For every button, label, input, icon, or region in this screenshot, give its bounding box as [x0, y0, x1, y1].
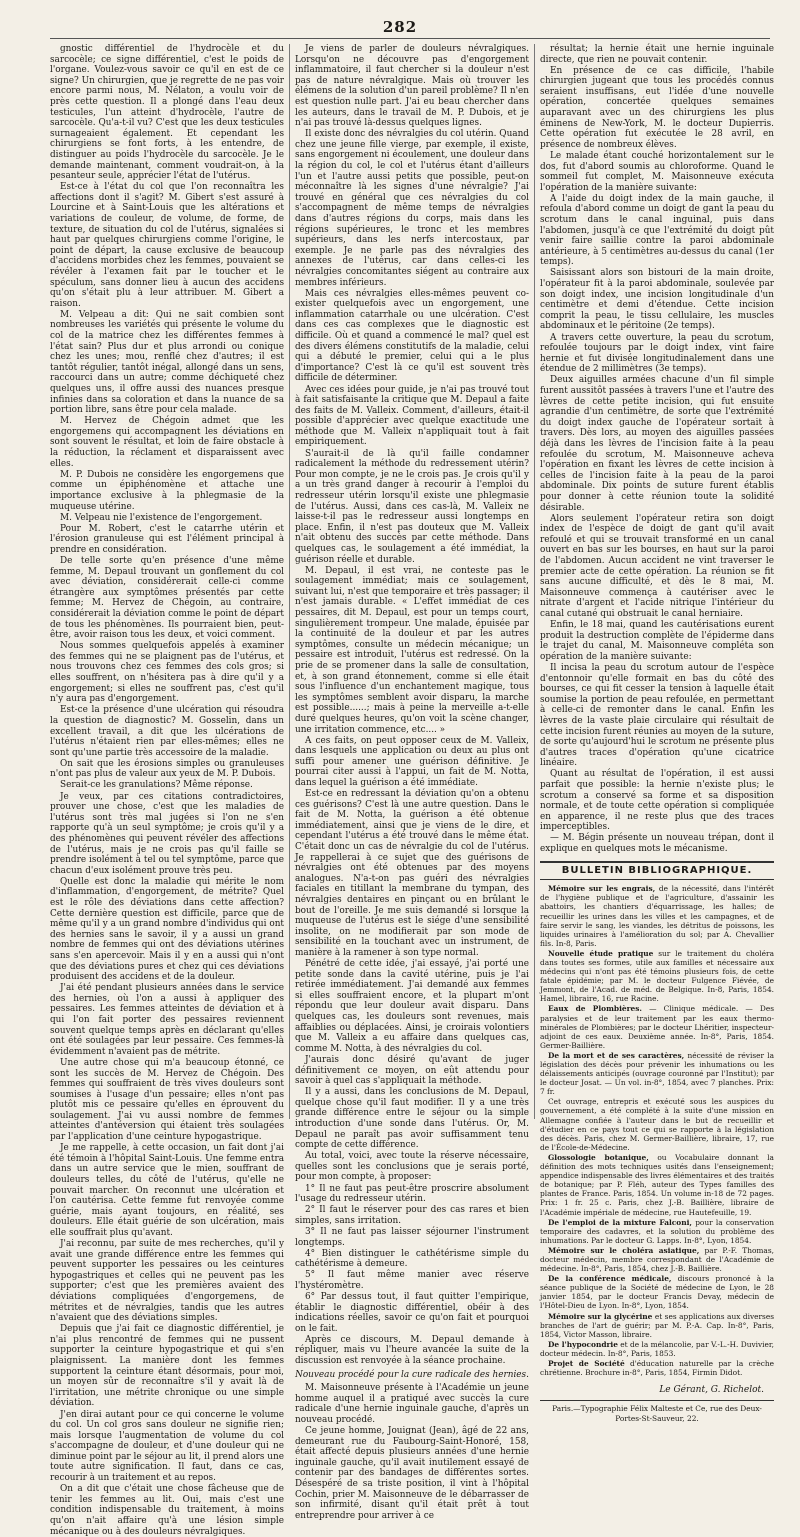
paragraph: gnostic différentiel de l'hydrocèle et du sarcocèle; ce signe différentiel, c'est le poids de l'organe. Voulez-vous savoir ce qu'il en est de ce signe? Un chirurgien, que je regrette de ne pas voir encore parmi nous, M. Nélaton, a voulu voir de près cette question. Il a plongé dans l'eau deux testicules, l'un atteint d'hydrocèle, l'autre de sarcocèle. Qu'a-t-il vu? C'est que les deux testicules surnageaient également. Et cependant les chirurgiens se font forts, à les entendre, de distinguer au poids l'hydrocèle du sarcocèle. Je le demande maintenant, comment voudrait-on, à la pesanteur seule, apprécier l'état de l'utérus. [50, 44, 284, 182]
paragraph: S'aurait-il de là qu'il faille condamner radicalement la méthode du redressement utérin? Pour mon compte, je ne le crois pas. Je crois qu'il y a un très grand danger à recourir à l'emploi du redresseur utérin lorsqu'il existe une phlegmasie de l'utérus. Aussi, dans ces cas-là, M. Valleix ne laisse-t-il pas le redresseur aussi longtemps en place. Enfin, il n'est pas douteux que M. Valleix n'ait obtenu des succès par cette méthode. Dans quelques cas, le soulagement a été immédiat, la guérison réelle et durable. [295, 448, 529, 565]
paragraph: De telle sorte qu'en présence d'une même femme, M. Depaul trouvant un gonflement du col avec déviation, considérerait celle-ci comme étrangère aux symptômes présentés par cette femme; M. Hervez de Chégoin, au contraire, considérerait la déviation comme le point de départ de tous les phénomènes. Ils pourraient bien, peut-être, avoir raison tous les deux, et voici comment. [50, 556, 284, 641]
column-middle [295, 44, 529, 1521]
column-middle-continued [295, 1383, 529, 1521]
bibliography-entry [540, 1051, 774, 1096]
paragraph: 2° Il faut le réserver pour des cas rares et bien simples, sans irritation. [295, 1205, 529, 1226]
bibliography-entry [540, 1312, 774, 1339]
paragraph: Est-ce à l'état du col que l'on reconnaîtra les affections dont il s'agit? M. Gibert s'est assuré à Lourcine et à Saint-Louis que les altérations et variations de couleur, de volume, de forme, de texture, de situation du col de l'utérus, signalées si haut par quelques chirurgiens comme l'origine, le point de départ, la cause exclusive de beaucoup d'accidens morbides chez les femmes, pouvaient se révéler à l'examen fait par le toucher et le spéculum, sans donner lieu à aucun des accidens qu'on s'était plu à leur attribuer. M. Gibert a raison. [50, 182, 284, 309]
bibliography-entry-title: Nouvelle étude pratique [548, 948, 654, 958]
signature: Le Gérant, G. Richelot. [659, 1385, 764, 1396]
bibliography-entry [540, 1004, 774, 1049]
bibliography-entry [540, 949, 774, 1004]
paragraph: 6° Par dessus tout, il faut quitter l'empirique, établir le diagnostic différentiel, obéir à des indications réelles, savoir ce qu'on fait et pourquoi on le fait. [295, 1291, 529, 1334]
bibliography-entry-text: ou Vocabulaire donnant la définition des mots techniques usités dans l'enseignement; appendice indispensable des livres élémentaires et des traités de botanique; par P. Fléh, auteur des Types familles des plantes de France. Paris, 1854. Un volume in-18 de 72 pages. Prix: 1 fr. 25 c. Paris, chez J.-B. Baillière, libraire de l'Académie impériale de médecine, rue Hautefeuille, 19. [540, 1152, 774, 1217]
paragraph: Une autre chose qui m'a beaucoup étonné, ce sont les succès de M. Hervez de Chégoin. Des femmes qui souffraient de très vives douleurs sont soumises à l'usage d'un pessaire; elles n'ont pas plutôt mis ce pessaire qu'elles en éprouvent du soulagement. J'ai vu aussi nombre de femmes atteintes d'antéversion qui étaient très soulagées par l'application d'une ceinture hypogastrique. [50, 1057, 284, 1143]
paragraph: Deux aiguilles armées chacune d'un fil simple furent aussitôt passées à travers l'une et l'autre des lèvres de cette petite incision, qui fut ensuite agrandie d'un centimètre, de sorte que l'extrémité du doigt index gauche de l'opérateur sortait à travers. Dès lors, au moyen des aiguilles passées déjà dans les lèvres de l'incision faite à la peau refoulée du scrotum, M. Maisonneuve acheva l'opération en fixant les lèvres de cette incision à celles de l'incision faite à la peau de la paroi abdominale. Dix points de suture furent établis pour donner à cette réunion toute la solidité désirable. [540, 375, 774, 513]
paragraph: Pénétré de cette idée, j'ai essayé, j'ai porté une petite sonde dans la cavité utérine, puis je l'ai retirée immédiatement. J'ai demandé aux femmes si elles souffraient encore, et la plupart m'ont répondu que leur douleur avait disparu. Dans quelques cas, les douleurs sont revenues, mais affaiblies ou déplacées. Ainsi, je croirais volontiers que M. Valleix a eu affaire dans quelques cas, comme M. Notta, à des névralgies du col. [295, 959, 529, 1054]
paragraph: On a dit que c'était une chose fâcheuse que de tenir les femmes au lit. Oui, mais c'est une condition indispensable du traitement, à moins qu'on n'ait affaire qu'à une lésion simple mécanique ou à des douleurs névralgiques. [50, 1484, 284, 1537]
paragraph: Enfin, le 18 mai, quand les cautérisations eurent produit la destruction complète de l'épiderme dans le trajet du canal, M. Maisonneuve compléta son opération de la manière suivante: [540, 620, 774, 662]
paragraph: A l'aide du doigt index de la main gauche, il refoula d'abord comme un doigt de gant la peau du scrotum dans le canal inguinal, puis dans l'abdomen, jusqu'à ce que l'extrémité du doigt pût venir faire saillie contre la paroi abdominale antérieure, à 5 centimètres au-dessus du canal (1er temps). [540, 193, 774, 268]
bibliography-entry-text: et de la mélancolie, par V.-L.-H. Duvivier, docteur médecin. In-8°, Paris, 1853. [540, 1339, 774, 1358]
bibliography-entry [540, 1359, 774, 1377]
paragraph: M. Maisonneuve présente à l'Académie un jeune homme auquel il a pratiqué avec succès la cure radicale d'une hernie inguinale gauche, d'après un nouveau procédé. [295, 1383, 529, 1425]
paragraph: J'en dirai autant pour ce qui concerne le volume du col. Un col gros sans douleur ne signifie rien; mais lorsque l'augmentation de volume du col s'accompagne de douleur, et d'une douleur qui ne diminue point par le séjour au lit, il prend alors une toute autre signification. Il faut, dans ce cas, recourir à un traitement et au repos. [50, 1409, 284, 1484]
paragraph: Je veux, par ces citations contradictoires, prouver une chose, c'est que les maladies de l'utérus sont très mal jugées si l'on ne s'en rapporte qu'à un seul symptôme; je crois qu'il y a des phénomènes qui peuvent révéler des affections de l'utérus, mais je ne crois pas qu'il faille se prendre isolément à tel ou tel symptôme, parce que chacun d'eux isolément prouve très peu. [50, 791, 284, 876]
paragraph: M. P. Dubois ne considère les engorgemens que comme un épiphénomène et attache une importance exclusive à la phlegmasie de la muqueuse utérine. [50, 469, 284, 512]
paragraph: 4° Bien distinguer le cathétérisme simple du cathétérisme à demeure. [295, 1248, 529, 1270]
paragraph: Est-ce la présence d'une ulcération qui résoudra la question de diagnostic? M. Gosselin, dans un excellent travail, a dit que les ulcérations de l'utérus n'étaient rien par elles-mêmes; elles ne sont qu'une partie très accessoire de la maladie. [50, 705, 284, 758]
bibliography-list [540, 884, 774, 1377]
paragraph: Depuis que j'ai fait ce diagnostic différentiel, je n'ai plus rencontré de femmes qui ne pussent supporter la ceinture hypogastrique et qui s'en plaignissent. La manière dont les femmes supportent la ceinture étant désormais, pour moi, un moyen sûr de reconnaître s'il y avait là de l'irritation, une métrite chronique ou une simple déviation. [50, 1324, 284, 1409]
bibliography-entry-text: de la nécessité, dans l'intérêt de l'hygiène publique et de l'agriculture, d'assainir les abattoirs, les chantiers d'équarrissage, les halles; de recueillir les urines dans les villes et les campagnes, et de faire servir le sang, les viandes, les détritus de poissons, les liquides urinaires à l'amélioration du sol; par A. Chevallier fils. In-8, Paris. [540, 884, 774, 948]
column-right-body [540, 44, 774, 855]
column-right [540, 44, 775, 1424]
bibliography-entry-title: Mémoire sur les engrais, [548, 884, 656, 894]
paragraph: M. Hervez de Chégoin admet que les engorgemens qui accompagnent les déviations en sont souvent le résultat, et loin de faire obstacle à la réduction, la réclament et disparaissent avec elles. [50, 416, 284, 469]
bibliography-entry [540, 1340, 774, 1358]
bibliography-entry-text: d'éducation naturelle par la crèche chrétienne. Brochure in-8°, Paris, 1854, Firmin Didot. [540, 1359, 774, 1378]
paragraph: Saisissant alors son bistouri de la main droite, l'opérateur fit à la paroi abdominale, soulevée par son doigt index, une incision longitudinale d'un centimètre et demi d'étendue. Cette incision comprit la peau, le tissu cellulaire, les muscles abdominaux et le péritoine (2e temps). [540, 268, 774, 332]
bibliography-entry-text: sur le traitement du choléra dans toutes ses formes, utile aux familles et nécessaire aux médecins qui n'ont pas été témoins plusieurs fois, de cette fatale épidémie; par M. le docteur Fulgence Fiévée, de Jemmont, de l'Acad. de méd. de Belgique. In-8, Paris, 1854. Hamel, libraire, 16, rue Racine. [540, 948, 774, 1004]
column-middle-body [295, 44, 529, 1367]
bibliography-entry-text: nécessité de réviser la législation des décès pour prévenir les inhumations ou les délaissements anticipés (ouvrage couronné par l'Institut); par le docteur Josat. — Un vol. in-8°, 1854, avec 7 planches. Prix: 7 fr. [540, 1050, 774, 1097]
paragraph: Serait-ce les granulations? Même réponse. [60, 780, 253, 791]
paragraph: Il incisa la peau du scrotum autour de l'espèce d'entonnoir qu'elle formait en bas du côté des bourses, ce qui fit cesser la tension à laquelle était soumise la portion de peau refoulée, en permettant à celle-ci de remonter dans le canal. Enfin les lèvres de la vaste plaie circulaire qui résultait de cette incision furent réunies au moyen de la suture, de sorte qu'aujourd'hui le scrotum ne présente plus d'autres traces d'opération qu'une cicatrice linéaire. [540, 662, 774, 769]
header-rule [50, 38, 770, 39]
paragraph: 3° Il ne faut pas laisser séjourner l'instrument longtemps. [295, 1226, 529, 1248]
paragraph: M. Velpeau nie l'existence de l'engorgement. [60, 512, 263, 523]
paragraph: Nous sommes quelquefois appelés à examiner des femmes qui ne se plaignent pas de l'utérus, et nous trouvons chez ces femmes des cols gros; si elles souffrent, on n'hésitera pas à dire qu'il y a engorgement; si elles ne souffrent pas, c'est qu'il n'y aura pas d'engorgement. [50, 641, 284, 705]
paragraph: Alors seulement l'opérateur retira son doigt index de l'espèce de doigt de gant qu'il avait refoulé et qui se trouvait transformé en un canal ouvert en bas sur les bourses, en haut sur la paroi de l'abdomen. Aucun accident ne vint traverser le premier acte de cette opération. La réunion se fit sans aucune difficulté, et dès le 8 mai, M. Maisonneuve commença à cautériser avec le nitrate d'argent et l'acide nitrique l'intérieur du canal cutané qui obstruait le canal herniaire. [540, 513, 774, 619]
bulletin-header: BULLETIN BIBLIOGRAPHIQUE. [540, 861, 774, 881]
paragraph: Quelle est donc la maladie qui mérite le nom d'inflammation, d'engorgement, de métrite? Quel est le rôle des déviations dans cette affection? Cette dernière question est difficile, parce que de même qu'il y a un grand nombre d'individus qui ont des hernies sans le savoir, il y a aussi un grand nombre de femmes qui ont des déviations utérines sans s'en apercevoir. Mais il y en a aussi qui n'ont que des déviations pures et chez qui ces déviations produisent des accidens et de la douleur. [50, 876, 284, 983]
bibliography-entry [540, 1218, 774, 1245]
paragraph: En présence de ce cas difficile, l'habile chirurgien jugeant que tous les procédés connus seraient insuffisans, eut l'idée d'une nouvelle opération, concertée quelques semaines auparavant avec un des chirurgiens les plus éminens de New-York, M. le docteur Dupierris. Cette opération fut exécutée le 28 avril, en présence de nombreux élèves. [540, 65, 774, 150]
bibliography-entry-text: Cet ouvrage, entrepris et exécuté sous les auspices du gouvernement, a été complété à la suite d'une mission en Allemagne confiée à l'auteur dans le but de recueillir et d'étudier en ce pays tout ce qui se rapporte à la législation des décès. Paris, chez M. Germer-Baillière, libraire, 17, rue de l'École-de-Médecine. [540, 1097, 774, 1152]
paragraph: Quant au résultat de l'opération, il est aussi parfait que possible: la hernie n'existe plus; le scrotum a conservé sa forme et sa disposition normale, et de toute cette opération si compliquée en apparence, il ne reste plus que des traces imperceptibles. [540, 769, 774, 833]
page-number: 282 [382, 18, 418, 36]
article-columns [50, 44, 775, 1537]
paragraph: Pour M. Robert, c'est le catarrhe utérin et l'érosion granuleuse qui est l'élément principal à prendre en considération. [50, 523, 284, 555]
bibliography-entry-title: Eaux de Plombières. [548, 1004, 642, 1014]
bibliography-entry-text: et ses applications aux diverses branches de l'art de guérir; par M. P.-A. Cap. In-8°, Paris, 1854, Victor Masson, libraire. [540, 1311, 774, 1339]
paragraph: Il y a aussi, dans les conclusions de M. Depaul, quelque chose qu'il faut modifier. Il y a une très grande différence entre le séjour ou la simple introduction d'une sonde dans l'utérus. Or, M. Depaul ne paraît pas avoir suffisamment tenu compte de cette différence. [295, 1087, 529, 1151]
paragraph: Ce jeune homme, Jouignat (Jean), âgé de 22 ans, demeurant rue du Faubourg-Saint-Honoré, 158, était affecté depuis plusieurs années d'une hernie inguinale gauche, qu'il avait inutilement essayé de contenir par des bandages de différentes sortes. Désespéré de sa triste position, il vint à l'hôpital Cochin, prier M. Maisonneuve de le débarrasser de son infirmité, disant qu'il était prêt à tout entreprendre pour arriver à ce [295, 1426, 529, 1521]
paragraph: J'aurais donc désiré qu'avant de juger définitivement ce moyen, on eût attendu pour savoir à quel cas s'appliquait la méthode. [295, 1054, 529, 1087]
paragraph: Je viens de parler de douleurs névralgiques. Lorsqu'on ne découvre pas d'engorgement inflammatoire, il faut chercher si la douleur n'est pas de nature névralgique. Mais où trouver les élémens de la solution d'un pareil problème? Il n'en est question nulle part. J'ai eu beau chercher dans les auteurs, dans le travail de M. P. Dubois, et je n'ai pas trouvé là-dessus quelques lignes. [295, 44, 529, 129]
paragraph: Mais ces névralgies elles-mêmes peuvent co-exister quelquefois avec un engorgement, une inflammation catarrhale ou une ulcération. C'est dans ces cas complexes que le diagnostic est difficile. Où et quand a commencé le mal? quel est des divers élémens constitutifs de la maladie, celui qui a débuté le premier, celui qui a le plus d'importance? C'est là ce qu'il est souvent très difficile de déterminer. [295, 288, 529, 384]
column-left [50, 44, 284, 1537]
bibliography-entry [540, 884, 774, 948]
bibliography-entry-text: pour la conservation temporaire des cadavres, et la solution du problème des inhumations. Par le docteur G. Lapps. In-8°, Lyon, 1854. [540, 1217, 774, 1245]
paragraph: résultat; la hernie était une hernie inguinale directe, que rien ne pouvait contenir. [540, 44, 774, 65]
paragraph: M. Velpeau a dit: Qui ne sait combien sont nombreuses les variétés qui présente le volume du col de la matrice chez les différentes femmes à l'état sain? Plus dur et plus arrondi ou conique chez les unes; mou, renflé chez d'autres; il est tantôt régulier, tantôt inégal, allongé dans un sens, raccourci dans un autre; comme déchiqueté chez quelques uns, il offre aussi des nuances presque infinies dans sa coloration et dans la nuance de sa portion libre, sans être pour cela malade. [50, 309, 284, 416]
paragraph: 5° Il faut même manier avec réserve l'hystéromètre. [295, 1270, 529, 1291]
bibliography-entry [540, 1097, 774, 1152]
paragraph: Au total, voici, avec toute la réserve nécessaire, quelles sont les conclusions que je serais porté, pour mon compte, à proposer: [295, 1151, 529, 1183]
bibliography-entry [540, 1246, 774, 1273]
bibliography-entry-title: De l'hypocondrie [548, 1339, 618, 1349]
bibliography-entry [540, 1153, 774, 1217]
paragraph: — M. Bégin présente un nouveau trépan, dont il explique en quelques mots le mécanisme. [540, 833, 774, 855]
paragraph: Après ce discours, M. Depaul demande à répliquer, mais vu l'heure avancée la suite de la discussion est renvoyée à la séance prochaine. [295, 1334, 529, 1367]
paragraph: J'ai reconnu, par suite de mes recherches, qu'il y avait une grande différence entre les femmes qui peuvent supporter les pessaires ou les ceintures hypogastriques et celles qui ne peuvent pas les supporter; c'est que les premières avaient des déviations compliquées d'engorgemens, de métrites et de névralgies, tandis que les autres n'avaient que des déviations simples. [50, 1239, 284, 1324]
paragraph: Est-ce en redressant la déviation qu'on a obtenu ces guérisons? C'est là une autre question. Dans le fait de M. Notta, la guérison a été obtenue immédiatement, ainsi que je viens de le dire, et cependant l'utérus a été trouvé dans le même état. C'était donc un cas de névralgie du col de l'utérus. Je rappellerai à ce sujet que des guérisons de névralgies ont été obtenues par des moyens analogues. N'a-t-on pas guéri des névralgies faciales en titillant la membrane du tympan, des névralgies dentaires en pinçant ou en brûlant le bout de l'oreille. Je me suis demandé si lorsque la muqueuse de l'utérus est le siége d'une sensibilité insolite, on ne modifierait par son mode de sensibilité en la touchant avec un instrument, de manière à la ramener à son type normal. [295, 789, 529, 958]
paragraph: Il existe donc des névralgies du col utérin. Quand chez une jeune fille vierge, par exemple, il existe, sans engorgement ni écoulement, une douleur dans la région du col, le col et l'utérus étant d'ailleurs l'un et l'autre aussi petits que possible, peut-on méconnaître là les signes d'une névralgie? J'ai trouvé en général que ces névralgies du col s'accompagnent de même temps de névralgies dans d'autres régions du corps, mais dans les régions supérieures, le tronc et les membres supérieurs, dans les nerfs intercostaux, par exemple. Je ne parle pas des névralgies des annexes de l'utérus, car dans celles-ci les névralgies concomitantes siégent au contraire aux membres inférieurs. [295, 129, 529, 288]
bibliography-entry-title: Mémoire sur la glycérine [548, 1311, 653, 1321]
paragraph: A ces faits, on peut opposer ceux de M. Valleix, dans lesquels une application ou deux au plus ont suffi pour amener une guérison définitive. Je pourrai citer aussi à l'appui, un fait de M. Notta, dans lequel la guérison a été immédiate. [295, 735, 529, 788]
paragraph: J'ai été pendant plusieurs années dans le service des hernies, où l'on a aussi à appliquer des pessaires. Les femmes atteintes de déviation et à qui l'on fait porter des pessaires reviennent souvent quelque temps après en déclarant qu'elles ont été soulagées par leur pessaire. Ces femmes-là évidemment n'avaient pas de métrite. [50, 983, 284, 1057]
bibliography-entry-text: — Clinique médicale. — Des paralysies et de leur traitement par les eaux thermo-minérales de Plombières; par le docteur Lhéritier, inspecteur-adjoint de ces eaux. Deuxième année. In-8°, Paris, 1854. Germer-Baillière. [540, 1004, 775, 1050]
bibliography-entry-title: Mémoire sur le choléra asiatique, [548, 1245, 700, 1255]
bibliography-entry-title: Projet de Société [548, 1359, 625, 1368]
column-divider [289, 44, 290, 1119]
bibliography-entry-text: par P.-F. Thomas, docteur médecin, membre correspondant de l'Académie de médecine. In-8°, Paris, 1854, chez J.-B. Baillière. [540, 1245, 774, 1274]
paragraph: Je me rappelle, à cette occasion, un fait dont j'ai été témoin à l'hôpital Saint-Louis. Une femme entra dans un autre service que le mien, souffrant de douleurs telles, du côté de l'utérus, qu'elle ne pouvait marcher. On reconnut une ulcération et l'on cautérisa. Cette femme fut renvoyée comme guérie, mais ayant toujours, en réalité, ses douleurs. Elle était guérie de son ulcération, mais elle souffrait plus qu'avant. [50, 1143, 284, 1238]
bibliography-entry-title: Glossologie botanique, [548, 1152, 649, 1162]
bibliography-entry [540, 1274, 774, 1310]
paragraph: A travers cette ouverture, la peau du scrotum, refoulée toujours par le doigt index, vint faire hernie et fut divisée longitudinalement dans une étendue de 2 millimètres (3e temps). [540, 332, 774, 375]
column-divider [534, 44, 535, 1119]
bibliography-entry-text: discours prononcé à la séance publique de la Société de médecine de Lyon, le 28 janvier 1854, par le docteur Francis Devay, médecin de l'Hôtel-Dieu de Lyon. In-8°, Lyon, 1854. [540, 1274, 774, 1311]
bibliography-entry-title: De la mort et de ses caractères, [548, 1050, 685, 1060]
paragraph: 1° Il ne faut pas peut-être proscrire absolument l'usage du redresseur utérin. [295, 1183, 529, 1205]
bibliography-entry-title: De la conférence médicale, [548, 1274, 672, 1284]
bibliography-entry-title: De l'emploi de la mixture Falconi, [548, 1217, 692, 1227]
paragraph: Le malade étant couché horizontalement sur le dos, fut d'abord soumis au chloroforme. Quand le sommeil fut complet, M. Maisonneuve exécuta l'opération de la manière suivante: [540, 150, 774, 193]
paragraph: M. Depaul, il est vrai, ne conteste pas le soulagement immédiat; mais ce soulagement, suivant lui, n'est que temporaire et très passager; il n'est jamais durable. « L'effet immédiat de ces pessaires, dit M. Depaul, est pour un temps court, singulièrement trompeur. Une malade, épuisée par la continuité de la douleur et par les autres symptômes, consulte un médecin mécanique; un pessaire est introduit, l'utérus est redressé. On la prie de se promener dans la salle de consultation, et, à son grand étonnement, comme si elle était sous l'influence d'un enchantement magique, tous les symptômes semblent avoir disparu, la marche est possible......; mais à peine la merveille a-t-elle duré quelques heures, qu'on voit la scène changer, une irritation commence, etc.... » [295, 565, 529, 735]
section-heading-hernies: Nouveau procédé pour la cure radicale des hernies. [295, 1369, 529, 1380]
paragraph: On sait que les érosions simples ou granuleuses n'ont pas plus de valeur aux yeux de M. P. Dubois. [50, 758, 284, 780]
imprint: Paris.—Typographie Félix Malteste et Ce, rue des Deux-Portes-St-Sauveur, 22. [540, 1400, 774, 1425]
paragraph: Avec ces idées pour guide, je n'ai pas trouvé tout à fait satisfaisante la critique que M. Depaul a faite des faits de M. Valleix. Comment, d'ailleurs, était-il possible d'apprécier avec quelque exactitude une méthode que M. Valleix n'appliquait tout à fait empiriquement. [295, 384, 529, 448]
